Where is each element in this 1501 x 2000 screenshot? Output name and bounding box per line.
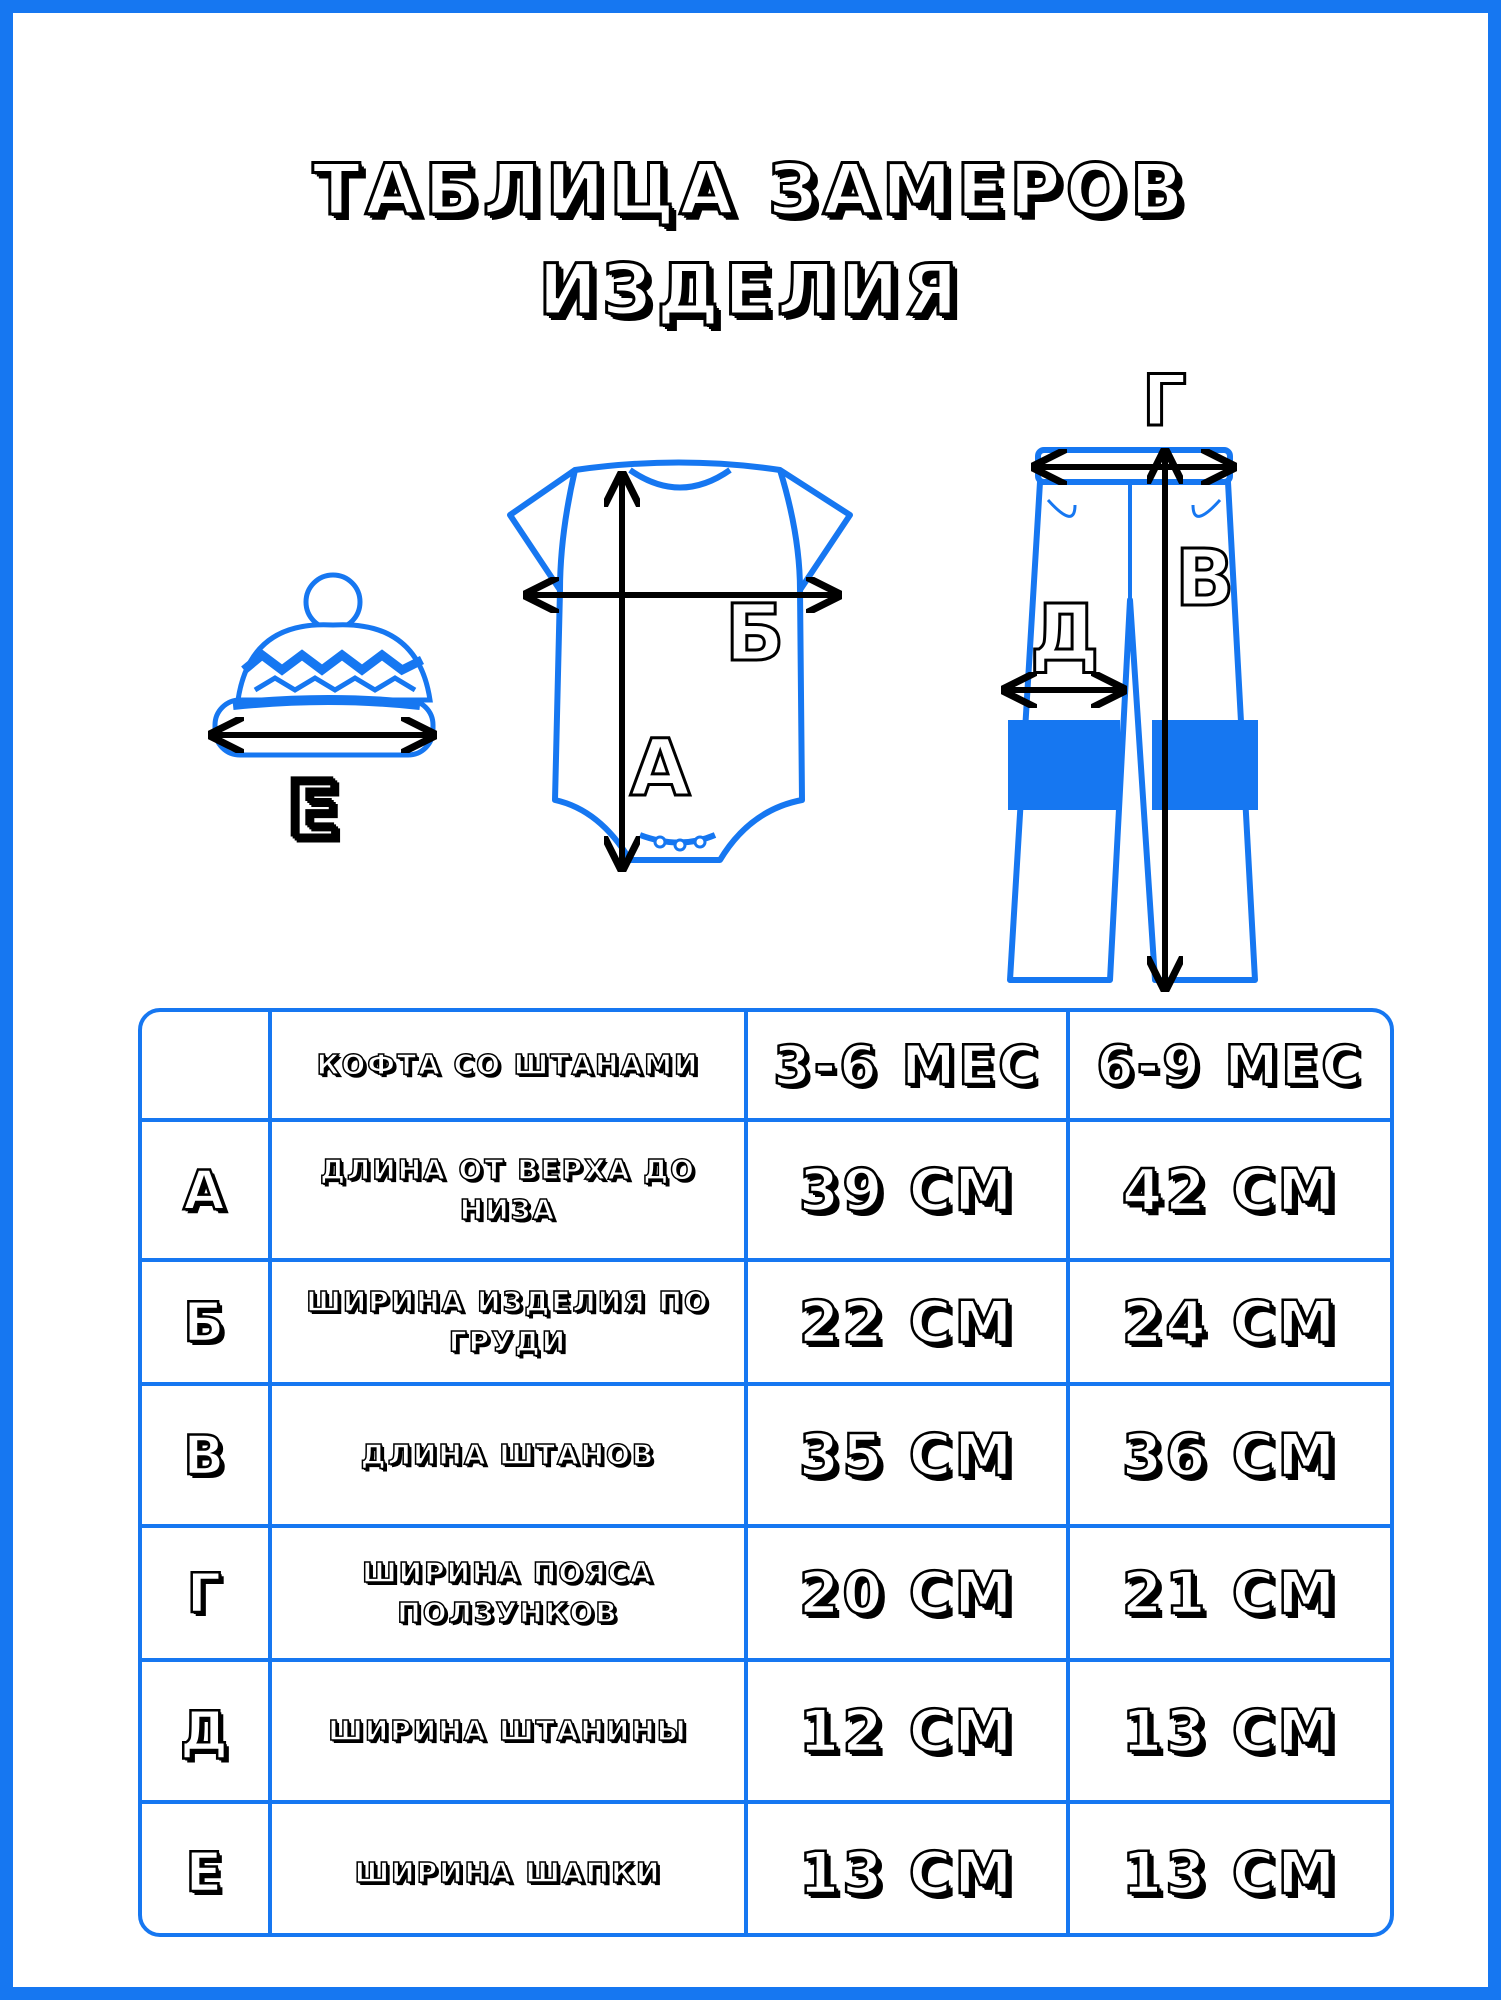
table-row xyxy=(142,1384,1390,1526)
row-letter: В xyxy=(142,1384,270,1526)
row-letter: Б xyxy=(142,1260,270,1384)
pants-length-label: В xyxy=(1175,534,1235,624)
row-param: ШИРИНА ИЗДЕЛИЯ ПО ГРУДИ xyxy=(270,1260,746,1384)
row-value-1: 35 СМ xyxy=(746,1384,1068,1526)
bodysuit-length-label: А xyxy=(630,724,691,814)
page-title-line1: ТАБЛИЦА ЗАМЕРОВ xyxy=(312,149,1189,231)
pants-illustration xyxy=(1008,450,1258,980)
header-size-1: 3-6 МЕС xyxy=(746,1012,1068,1120)
pants-waist-label: Г xyxy=(1142,360,1187,442)
header-empty-cell xyxy=(142,1012,270,1120)
row-param: ДЛИНА ШТАНОВ xyxy=(270,1384,746,1526)
row-value-2: 36 СМ xyxy=(1068,1384,1390,1526)
hat-label: Е xyxy=(285,764,341,854)
table-header-row xyxy=(142,1012,1390,1120)
row-param: ДЛИНА ОТ ВЕРХА ДО НИЗА xyxy=(270,1120,746,1260)
table-row xyxy=(142,1526,1390,1660)
table-row xyxy=(142,1802,1390,1937)
bodysuit-width-label: Б xyxy=(725,589,785,679)
row-value-1: 22 СМ xyxy=(746,1260,1068,1384)
row-letter: Г xyxy=(142,1526,270,1660)
row-value-1: 13 СМ xyxy=(746,1802,1068,1937)
row-value-1: 20 СМ xyxy=(746,1526,1068,1660)
table-row xyxy=(142,1120,1390,1260)
header-product: КОФТА СО ШТАНАМИ xyxy=(270,1012,746,1120)
row-value-1: 39 СМ xyxy=(746,1120,1068,1260)
table-row xyxy=(142,1260,1390,1384)
row-letter: А xyxy=(142,1120,270,1260)
row-letter: Д xyxy=(142,1660,270,1802)
row-letter: Е xyxy=(142,1802,270,1937)
header-size-2: 6-9 МЕС xyxy=(1068,1012,1390,1120)
page-title-line2: ИЗДЕЛИЯ xyxy=(538,249,963,331)
row-value-2: 13 СМ xyxy=(1068,1802,1390,1937)
size-table xyxy=(138,1008,1394,1937)
row-value-2: 42 СМ xyxy=(1068,1120,1390,1260)
row-value-2: 13 СМ xyxy=(1068,1660,1390,1802)
row-value-1: 12 СМ xyxy=(746,1660,1068,1802)
row-value-2: 21 СМ xyxy=(1068,1526,1390,1660)
row-param: ШИРИНА ПОЯСА ПОЛЗУНКОВ xyxy=(270,1526,746,1660)
row-value-2: 24 СМ xyxy=(1068,1260,1390,1384)
row-param: ШИРИНА ШАПКИ xyxy=(270,1802,746,1937)
table-row xyxy=(142,1660,1390,1802)
row-param: ШИРИНА ШТАНИНЫ xyxy=(270,1660,746,1802)
pants-leg-label: Д xyxy=(1030,589,1100,679)
hat-illustration xyxy=(215,575,433,755)
